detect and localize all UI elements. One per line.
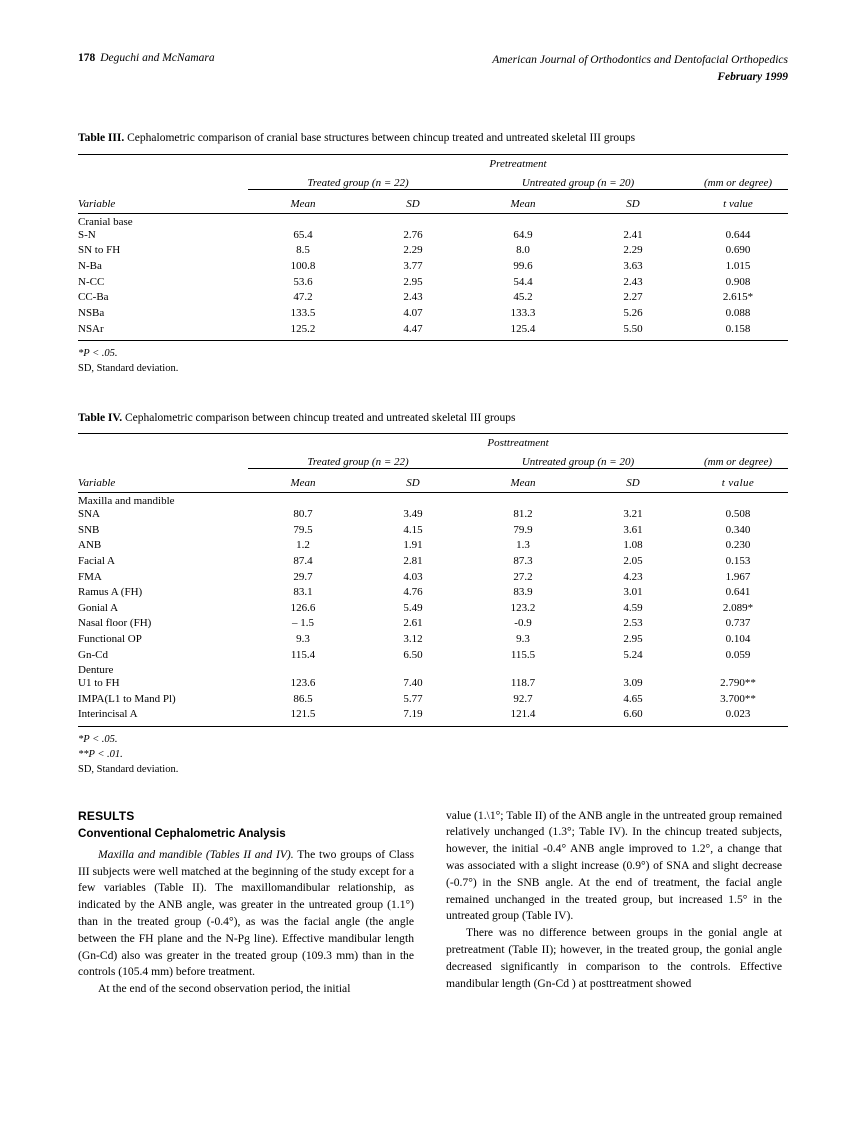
row-t-value: 1.967 <box>725 570 751 583</box>
section-title-results: RESULTS <box>78 808 135 823</box>
table-4 <box>78 433 788 727</box>
table-3-col-variable: Variable <box>78 189 248 213</box>
row-variable: SNB <box>78 523 100 536</box>
row-treated-mean: 83.1 <box>293 586 313 599</box>
row-treated-mean: 123.6 <box>290 677 316 690</box>
table-4-col-sd-treated: SD <box>358 469 468 493</box>
table-3-note-2: SD, Standard deviation. <box>78 363 179 375</box>
table-3-col-tvalue: t value <box>688 189 788 213</box>
row-treated-sd: 6.50 <box>403 648 423 661</box>
table-3-col-sd-untreated: SD <box>578 189 688 213</box>
paragraph-right-2: There was no difference between groups in the gonial angle at pretreatment (Table II); however, in the treated group, the gonial angle decreased significantly in comparison to the controls. Effective mandibular length (Gn-Cd ) at posttreatment showed <box>446 926 782 990</box>
table-3-section-header <box>78 213 788 228</box>
table-row <box>78 601 788 617</box>
table-4-period: Posttreatment <box>248 434 788 450</box>
row-variable: IMPA(L1 to Mand Pl) <box>78 692 176 705</box>
table-row <box>78 632 788 648</box>
subsection-title-cephalometric: Conventional Cephalometric Analysis <box>78 827 286 841</box>
row-treated-sd: 4.76 <box>403 586 423 599</box>
row-treated-mean: 53.6 <box>293 275 313 288</box>
row-t-value: 0.158 <box>688 322 788 341</box>
row-variable: Gn-Cd <box>78 648 108 661</box>
table-4-notes <box>78 732 788 778</box>
row-untreated-sd: 3.63 <box>623 260 643 273</box>
row-untreated-mean: 81.2 <box>513 508 533 521</box>
table-4-block <box>78 411 788 778</box>
row-t-value: 0.104 <box>725 632 751 645</box>
table-3-column-header-row <box>78 189 788 213</box>
table-row <box>78 523 788 539</box>
table-4-treated-group-header: Treated group (n = 22) <box>248 449 468 469</box>
row-untreated-mean: 27.2 <box>513 570 533 583</box>
table-row <box>78 585 788 601</box>
row-t-value: 2.615* <box>722 291 754 304</box>
row-treated-mean: 65.4 <box>293 228 313 241</box>
table-4-caption <box>78 411 778 427</box>
row-untreated-mean: 92.7 <box>513 692 533 705</box>
row-untreated-mean: 125.4 <box>468 322 578 341</box>
table-row <box>78 538 788 554</box>
row-t-value: 0.230 <box>725 539 751 552</box>
table-4-section-name-2: Denture <box>78 664 114 677</box>
row-treated-sd: 2.29 <box>403 244 423 257</box>
table-4-col-variable: Variable <box>78 469 248 493</box>
row-treated-sd: 3.77 <box>403 260 423 273</box>
row-t-value: 2.089* <box>722 601 754 614</box>
journal-issue: February 1999 <box>717 70 788 83</box>
row-treated-sd: 1.91 <box>403 539 423 552</box>
paragraph-left-2: At the end of the second observation period, the initial <box>98 982 351 996</box>
row-treated-mean: 1.2 <box>296 539 310 552</box>
running-head-authors: Deguchi and McNamara <box>100 52 215 64</box>
row-untreated-mean: 83.9 <box>513 586 533 599</box>
running-head-left <box>78 52 215 64</box>
table-row <box>78 243 788 259</box>
row-t-value: 0.908 <box>725 275 751 288</box>
row-treated-mean: 8.5 <box>296 244 310 257</box>
row-variable: NSBa <box>78 306 105 319</box>
row-t-value: 0.690 <box>725 244 751 257</box>
row-treated-sd: 4.47 <box>358 322 468 341</box>
row-t-value: 0.340 <box>725 523 751 536</box>
row-t-value: 0.088 <box>725 306 751 319</box>
row-untreated-sd: 4.23 <box>623 570 643 583</box>
row-untreated-mean: 45.2 <box>513 291 533 304</box>
row-untreated-sd: 4.65 <box>623 692 643 705</box>
table-3-block <box>78 131 788 376</box>
row-untreated-mean: 99.6 <box>513 260 533 273</box>
table-3-notes <box>78 346 788 376</box>
table-3-section-name: Cranial base <box>78 215 133 228</box>
running-head <box>78 52 788 85</box>
row-untreated-mean: -0.9 <box>514 617 532 630</box>
row-treated-mean: 47.2 <box>293 291 313 304</box>
row-variable: Functional OP <box>78 632 142 645</box>
row-untreated-mean: 79.9 <box>513 523 533 536</box>
table-row <box>78 554 788 570</box>
table-4-period-row <box>78 434 788 450</box>
table-row <box>78 692 788 708</box>
row-t-value: 0.641 <box>725 586 751 599</box>
row-t-value: 0.153 <box>725 554 751 567</box>
table-4-caption-text: Cephalometric comparison between chincup treated and untreated skeletal III groups <box>124 411 516 424</box>
row-variable: Facial A <box>78 554 115 567</box>
row-variable: NSAr <box>78 322 248 341</box>
row-untreated-sd: 3.61 <box>623 523 643 536</box>
table-row <box>78 570 788 586</box>
body-columns <box>78 808 788 998</box>
table-row <box>78 290 788 306</box>
row-treated-mean: 121.5 <box>248 707 358 726</box>
table-row <box>78 306 788 322</box>
row-variable: N-CC <box>78 275 105 288</box>
row-treated-mean: 115.4 <box>290 648 316 661</box>
row-treated-sd: 4.07 <box>403 306 423 319</box>
table-4-col-mean-treated: Mean <box>248 469 358 493</box>
table-4-section-header-2 <box>78 663 788 676</box>
table-3 <box>78 154 788 341</box>
row-treated-mean: 133.5 <box>290 306 316 319</box>
row-t-value: 2.790** <box>720 677 756 690</box>
table-4-untreated-group-header: Untreated group (n = 20) <box>468 449 688 469</box>
row-untreated-sd: 2.43 <box>623 275 643 288</box>
row-variable: FMA <box>78 570 102 583</box>
table-3-untreated-group-header: Untreated group (n = 20) <box>468 170 688 190</box>
row-untreated-sd: 2.05 <box>623 554 643 567</box>
row-treated-sd: 4.15 <box>403 523 423 536</box>
row-treated-mean: 9.3 <box>296 632 310 645</box>
row-treated-sd: 7.40 <box>403 677 423 690</box>
row-untreated-sd: 2.95 <box>623 632 643 645</box>
row-variable: SN to FH <box>78 244 121 257</box>
row-treated-mean: 100.8 <box>290 260 316 273</box>
row-variable: N-Ba <box>78 260 102 273</box>
row-variable: Interincisal A <box>78 707 248 726</box>
table-3-note-1: *P < .05. <box>78 348 118 360</box>
table-3-group-header-row <box>78 170 788 190</box>
running-head-right <box>492 52 788 85</box>
row-treated-mean: 80.7 <box>293 508 313 521</box>
table-3-label: Table III. <box>78 132 125 145</box>
row-untreated-sd: 5.50 <box>578 322 688 341</box>
table-3-unit-header: (mm or degree) <box>688 170 788 190</box>
paragraph-left-1-text: The two groups of Class III subjects were well matched at the beginning of the study except for a few variables (Table II). The maxillomandibular relationship, as indicated by the ANB angle, was greater in the untreated group (1.1°) than in the treated group (-0.4°), as was the facial angle (the angle between the FH plane and the N-Pg line). Effective mandibular length (Gn-Cd) also was greater in the treated group (109.3 mm) than in the controls (105.4 mm) before treatment. <box>78 847 414 979</box>
table-row <box>78 275 788 291</box>
table-4-column-header-row <box>78 469 788 493</box>
row-untreated-mean: 54.4 <box>513 275 533 288</box>
table-4-unit-header: (mm or degree) <box>688 449 788 469</box>
table-row <box>78 259 788 275</box>
row-t-value: 0.644 <box>725 228 751 241</box>
table-row <box>78 507 788 523</box>
table-3-caption-text: Cephalometric comparison of cranial base structures between chincup treated and untreated skeletal III groups <box>127 132 636 145</box>
table-4-note-1: *P < .05. <box>78 734 118 745</box>
row-untreated-sd: 1.08 <box>623 539 643 552</box>
row-treated-mean: – 1.5 <box>292 617 314 630</box>
row-treated-sd: 4.03 <box>403 570 423 583</box>
table-row <box>78 322 788 341</box>
row-variable: Gonial A <box>78 601 119 614</box>
row-treated-sd: 3.49 <box>403 508 423 521</box>
table-4-note-2: **P < .01. <box>78 749 123 761</box>
row-untreated-mean: 133.3 <box>510 306 536 319</box>
table-row <box>78 648 788 664</box>
page-number: 178 <box>78 52 96 64</box>
row-variable: U1 to FH <box>78 677 120 690</box>
table-3-col-sd-treated: SD <box>358 189 468 213</box>
row-t-value: 0.059 <box>725 648 751 661</box>
table-4-col-tvalue: t value <box>688 469 788 493</box>
row-t-value: 1.015 <box>725 260 751 273</box>
paragraph-left-1 <box>78 847 414 981</box>
row-treated-sd: 3.12 <box>403 632 423 645</box>
table-3-caption <box>78 131 778 147</box>
body-column-right <box>446 808 782 998</box>
table-row <box>78 228 788 244</box>
table-3-treated-group-header: Treated group (n = 22) <box>248 170 468 190</box>
row-untreated-sd: 2.29 <box>623 244 643 257</box>
table-3-period-row <box>78 154 788 170</box>
table-4-label: Table IV. <box>78 411 123 424</box>
row-t-value: 3.700** <box>720 692 756 705</box>
row-untreated-mean: 118.7 <box>510 677 536 690</box>
row-treated-sd: 7.19 <box>358 707 468 726</box>
row-untreated-sd: 3.01 <box>623 586 643 599</box>
row-untreated-mean: 123.2 <box>510 601 536 614</box>
row-untreated-sd: 4.59 <box>623 601 643 614</box>
table-row <box>78 707 788 726</box>
row-untreated-sd: 2.53 <box>623 617 643 630</box>
table-4-col-sd-untreated: SD <box>578 469 688 493</box>
table-3-col-mean-treated: Mean <box>248 189 358 213</box>
row-untreated-mean: 1.3 <box>516 539 530 552</box>
row-treated-mean: 126.6 <box>290 601 316 614</box>
row-untreated-mean: 121.4 <box>468 707 578 726</box>
table-4-col-mean-untreated: Mean <box>468 469 578 493</box>
row-untreated-mean: 8.0 <box>516 244 530 257</box>
table-row <box>78 616 788 632</box>
row-treated-sd: 5.77 <box>403 692 423 705</box>
row-variable: Ramus A (FH) <box>78 586 143 599</box>
table-3-col-mean-untreated: Mean <box>468 189 578 213</box>
paragraph-right-1: value (1.\1°; Table II) of the ANB angle in the untreated group remained relatively unchanged (1.3°; Table IV). In the chincup treated subjects, however, the initial -0.4° ANB angle improved to 1.2°, a change that was associated with a slight increase (0.9°) of SNA and slight decrease (-0.7°) in the SNB angle. At the end of treatment, the facial angle remained unchanged in the treated group, but increased 1.5° in the untreated group (Table IV). <box>446 808 782 923</box>
row-untreated-sd: 2.41 <box>623 228 643 241</box>
table-4-section-header-1 <box>78 493 788 508</box>
row-treated-mean: 125.2 <box>248 322 358 341</box>
row-t-value: 0.737 <box>725 617 751 630</box>
row-untreated-mean: 9.3 <box>516 632 530 645</box>
row-untreated-sd: 3.09 <box>623 677 643 690</box>
table-4-section-name-1: Maxilla and mandible <box>78 495 175 508</box>
table-row <box>78 676 788 692</box>
row-untreated-sd: 3.21 <box>623 508 643 521</box>
row-untreated-sd: 2.27 <box>623 291 643 304</box>
row-treated-sd: 2.61 <box>403 617 423 630</box>
table-4-note-3: SD, Standard deviation. <box>78 764 179 776</box>
row-treated-mean: 86.5 <box>293 692 313 705</box>
table-4-group-header-row <box>78 449 788 469</box>
row-treated-sd: 2.76 <box>403 228 423 241</box>
table-3-period: Pretreatment <box>248 154 788 170</box>
row-treated-sd: 2.95 <box>403 275 423 288</box>
row-untreated-mean: 87.3 <box>513 554 533 567</box>
row-untreated-sd: 5.26 <box>623 306 643 319</box>
row-untreated-sd: 6.60 <box>578 707 688 726</box>
row-treated-mean: 87.4 <box>293 554 313 567</box>
row-variable: SNA <box>78 508 101 521</box>
row-untreated-sd: 5.24 <box>623 648 643 661</box>
row-treated-sd: 2.81 <box>403 554 423 567</box>
body-column-left <box>78 808 414 998</box>
row-variable: S-N <box>78 228 96 241</box>
row-treated-sd: 2.43 <box>403 291 423 304</box>
paragraph-lead-in: Maxilla and mandible (Tables II and IV). <box>98 847 294 861</box>
row-variable: ANB <box>78 539 102 552</box>
row-untreated-mean: 115.5 <box>510 648 536 661</box>
journal-title: American Journal of Orthodontics and Dentofacial Orthopedics <box>492 54 788 66</box>
row-t-value: 0.023 <box>688 707 788 726</box>
row-variable: CC-Ba <box>78 291 109 304</box>
row-variable: Nasal floor (FH) <box>78 617 152 630</box>
row-t-value: 0.508 <box>725 508 751 521</box>
row-treated-sd: 5.49 <box>403 601 423 614</box>
row-treated-mean: 79.5 <box>293 523 313 536</box>
row-treated-mean: 29.7 <box>293 570 313 583</box>
row-untreated-mean: 64.9 <box>513 228 533 241</box>
